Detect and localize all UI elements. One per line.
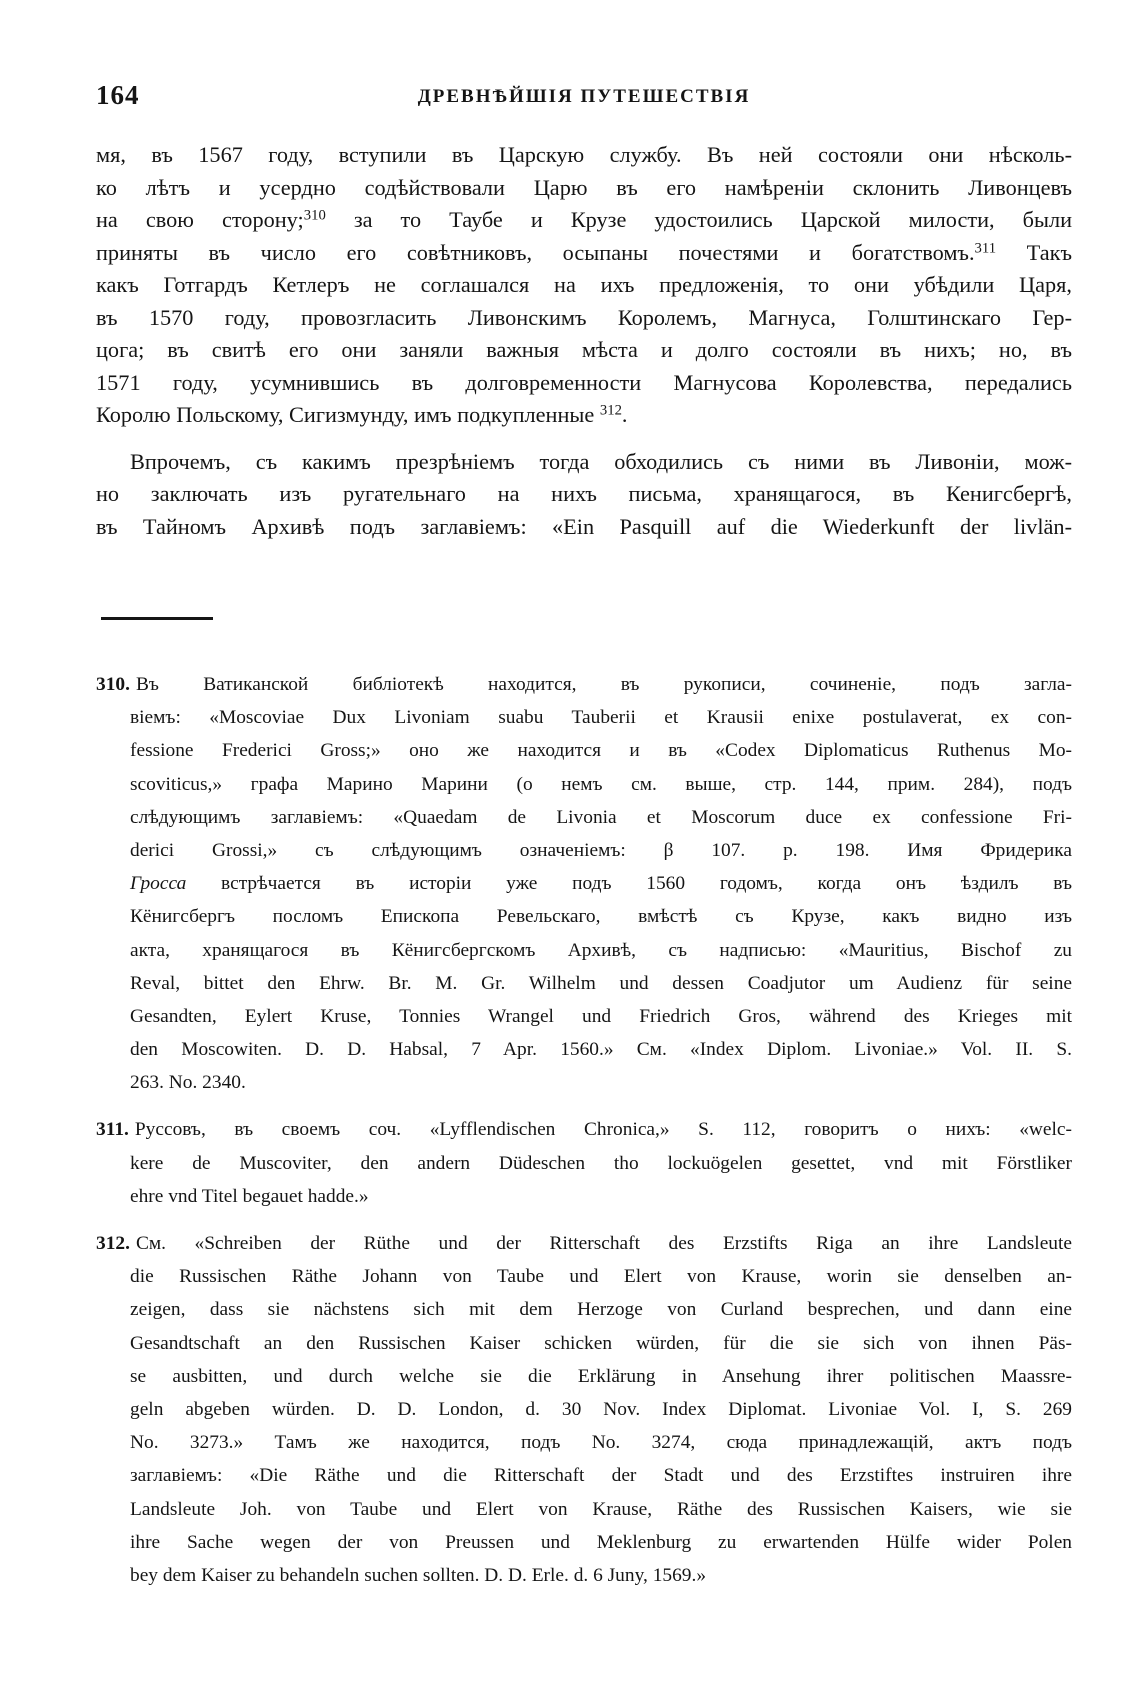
- text-segment: на свою сторону;: [96, 207, 304, 232]
- text-line: bey dem Kaiser zu behandeln suchen sollten. D. D. Erle. d. 6 Juny, 1569.»: [130, 1564, 707, 1586]
- text-line: zeigen, dass sie nächstens sich mit dem Herzoge von Curland besprechen, und dann eine: [130, 1299, 1072, 1321]
- text-line: [96, 204, 1072, 237]
- text-line: въ Тайномъ Архивѣ подъ заглавіемъ: «Ein Pasquill auf die Wiederkunft der livlän-: [96, 513, 1072, 539]
- text-line: заглавіемъ: «Die Räthe und die Ritterschaft der Stadt und des Erzstiftes instruiren ihre: [130, 1465, 1072, 1487]
- text-line: Кёнигсбергъ посломъ Епископа Ревельскаго, вмѣстѣ съ Крузе, какъ видно изъ: [130, 906, 1072, 928]
- text-line: No. 3273.» Тамъ же находится, подъ No. 3274, сюда принадлежащій, актъ подъ: [130, 1432, 1072, 1454]
- footnote-separator: [101, 617, 213, 620]
- text-line: se ausbitten, und durch welche sie die Erklärung in Ansehung ihrer politischen Maassre-: [130, 1365, 1072, 1387]
- footnote-number: 312.: [96, 1233, 130, 1254]
- text-line: ihre Sache wegen der von Preussen und Meklenburg zu erwartenden Hülfe wider Polen: [130, 1531, 1072, 1553]
- text-line: [96, 867, 1072, 900]
- text-segment: См. «Schreiben der Rüthe und der Ritterschaft des Erzstifts Riga an ihre Landsleute: [135, 1233, 1072, 1254]
- text-line: слѣдующимъ заглавіемъ: «Quaedam de Livonia et Moscorum duce ex confessione Fri-: [130, 806, 1072, 828]
- footnote-ref: 310: [303, 207, 326, 224]
- text-segment: Гросса: [130, 873, 187, 895]
- text-line: въ 1570 году, провозгласить Ливонскимъ Королемъ, Магнуса, Голштинскаго Гер-: [96, 304, 1072, 330]
- footnote-312: [96, 1227, 1072, 1592]
- text-segment: Королю Польскому, Сигизмунду, имъ подкупленные: [96, 402, 600, 427]
- text-segment: встрѣчается въ исторіи уже подъ 1560 годомъ, когда онъ ѣздилъ въ: [186, 873, 1072, 895]
- text-line: Reval, bittet den Ehrw. Br. M. Gr. Wilhelm und dessen Coadjutor um Audienz für seine: [130, 972, 1072, 994]
- text-segment: приняты въ число его совѣтниковъ, осыпаны почестями и богатствомъ.: [96, 239, 975, 265]
- text-line: [96, 668, 1072, 701]
- text-line: акта, хранящагося въ Кёнигсбергскомъ Архивѣ, съ надписью: «Mauritius, Bischof zu: [130, 939, 1072, 961]
- text-line: die Russischen Räthe Johann von Taube und Elert von Krause, worin sie denselben an-: [130, 1266, 1072, 1288]
- footnote-311: [96, 1113, 1072, 1213]
- text-segment: за то Таубе и Крузе удостоились Царской милости, были: [325, 207, 1072, 232]
- text-segment: Руссовъ, въ своемъ соч. «Lyfflendischen Chronica,» S. 112, говоритъ о нихъ: «welc-: [134, 1119, 1072, 1141]
- text-line: Впрочемъ, съ какимъ презрѣніемъ тогда обходились съ ними въ Ливоніи, мож-: [130, 448, 1072, 474]
- text-segment: Такъ: [996, 239, 1072, 265]
- text-line: [96, 237, 1072, 270]
- text-line: ehre vnd Titel begauet hadde.»: [130, 1185, 369, 1207]
- paragraph: [96, 139, 1072, 432]
- text-line: 1571 году, усумнившись въ долговременности Магнусова Королевства, передались: [96, 369, 1072, 395]
- footnotes: [96, 668, 1072, 1606]
- text-segment: .: [621, 402, 628, 427]
- text-line: мя, въ 1567 году, вступили въ Царскую службу. Въ ней состояли они нѣсколь-: [96, 142, 1072, 167]
- text-line: ко лѣтъ и усердно содѣйствовали Царю въ его намѣреніи склонить Ливонцевъ: [96, 174, 1072, 200]
- footnote-310: [96, 668, 1072, 1099]
- footnote-ref: 311: [974, 240, 997, 257]
- page-number: 164: [96, 80, 140, 110]
- text-line: какъ Готгардъ Кетлеръ не соглашался на ихъ предложенія, то они убѣдили Царя,: [96, 272, 1072, 297]
- paragraph: [96, 446, 1072, 544]
- text-line: kere de Muscoviter, den andern Düdeschen tho lockuögelen gesettet, vnd mit Förstliker: [130, 1152, 1072, 1174]
- text-line: цога; въ свитѣ его они заняли важныя мѣста и долго состояли въ нихъ; но, въ: [96, 337, 1072, 362]
- text-line: [96, 1113, 1072, 1146]
- footnote-number: 310.: [96, 674, 130, 695]
- text-line: scoviticus,» графа Марино Марини (о немъ см. выше, стр. 144, прим. 284), подъ: [130, 773, 1072, 795]
- text-segment: Въ Ватиканской библіотекѣ находится, въ рукописи, сочиненіе, подъ загла-: [135, 674, 1072, 695]
- text-line: den Moscowiten. D. D. Habsal, 7 Apr. 1560.» См. «Index Diplom. Livoniae.» Vol. II. S.: [130, 1039, 1072, 1061]
- main-text: [96, 139, 1072, 543]
- text-line: Gesandten, Eylert Kruse, Tonnies Wrangel und Friedrich Gros, während des Krieges mit: [130, 1005, 1072, 1027]
- footnote-ref: 312: [599, 402, 622, 419]
- text-line: geln abgeben würden. D. D. London, d. 30 Nov. Index Diplomat. Livoniae Vol. I, S. 269: [130, 1398, 1072, 1420]
- text-line: Landsleute Joh. von Taube und Elert von Krause, Räthe des Russischen Kaisers, wie sie: [130, 1498, 1072, 1520]
- text-line: Gesandtschaft an den Russischen Kaiser schicken würden, für die sie sich von ihnen Päs-: [130, 1332, 1072, 1354]
- page-header: [96, 80, 1072, 116]
- text-line: [96, 1227, 1072, 1260]
- text-line: віемъ: «Moscoviae Dux Livoniam suabu Tauberii et Krausii enixe postulaverat, ex con-: [130, 707, 1072, 729]
- running-title: ДРЕВНѢЙШІЯ ПУТЕШЕСТВІЯ: [417, 86, 751, 107]
- text-line: fessione Frederici Gross;» оно же находится и въ «Codex Diplomaticus Ruthenus Mo-: [130, 740, 1072, 762]
- text-line: 263. No. 2340.: [130, 1072, 246, 1094]
- footnote-number: 311.: [96, 1119, 129, 1141]
- text-line: но заключать изъ ругательнаго на нихъ письма, хранящагося, въ Кенигсбергѣ,: [96, 481, 1072, 506]
- text-line: [96, 399, 1072, 432]
- text-line: derici Grossi,» съ слѣдующимъ означеніемъ: β 107. p. 198. Имя Фридерика: [130, 839, 1072, 861]
